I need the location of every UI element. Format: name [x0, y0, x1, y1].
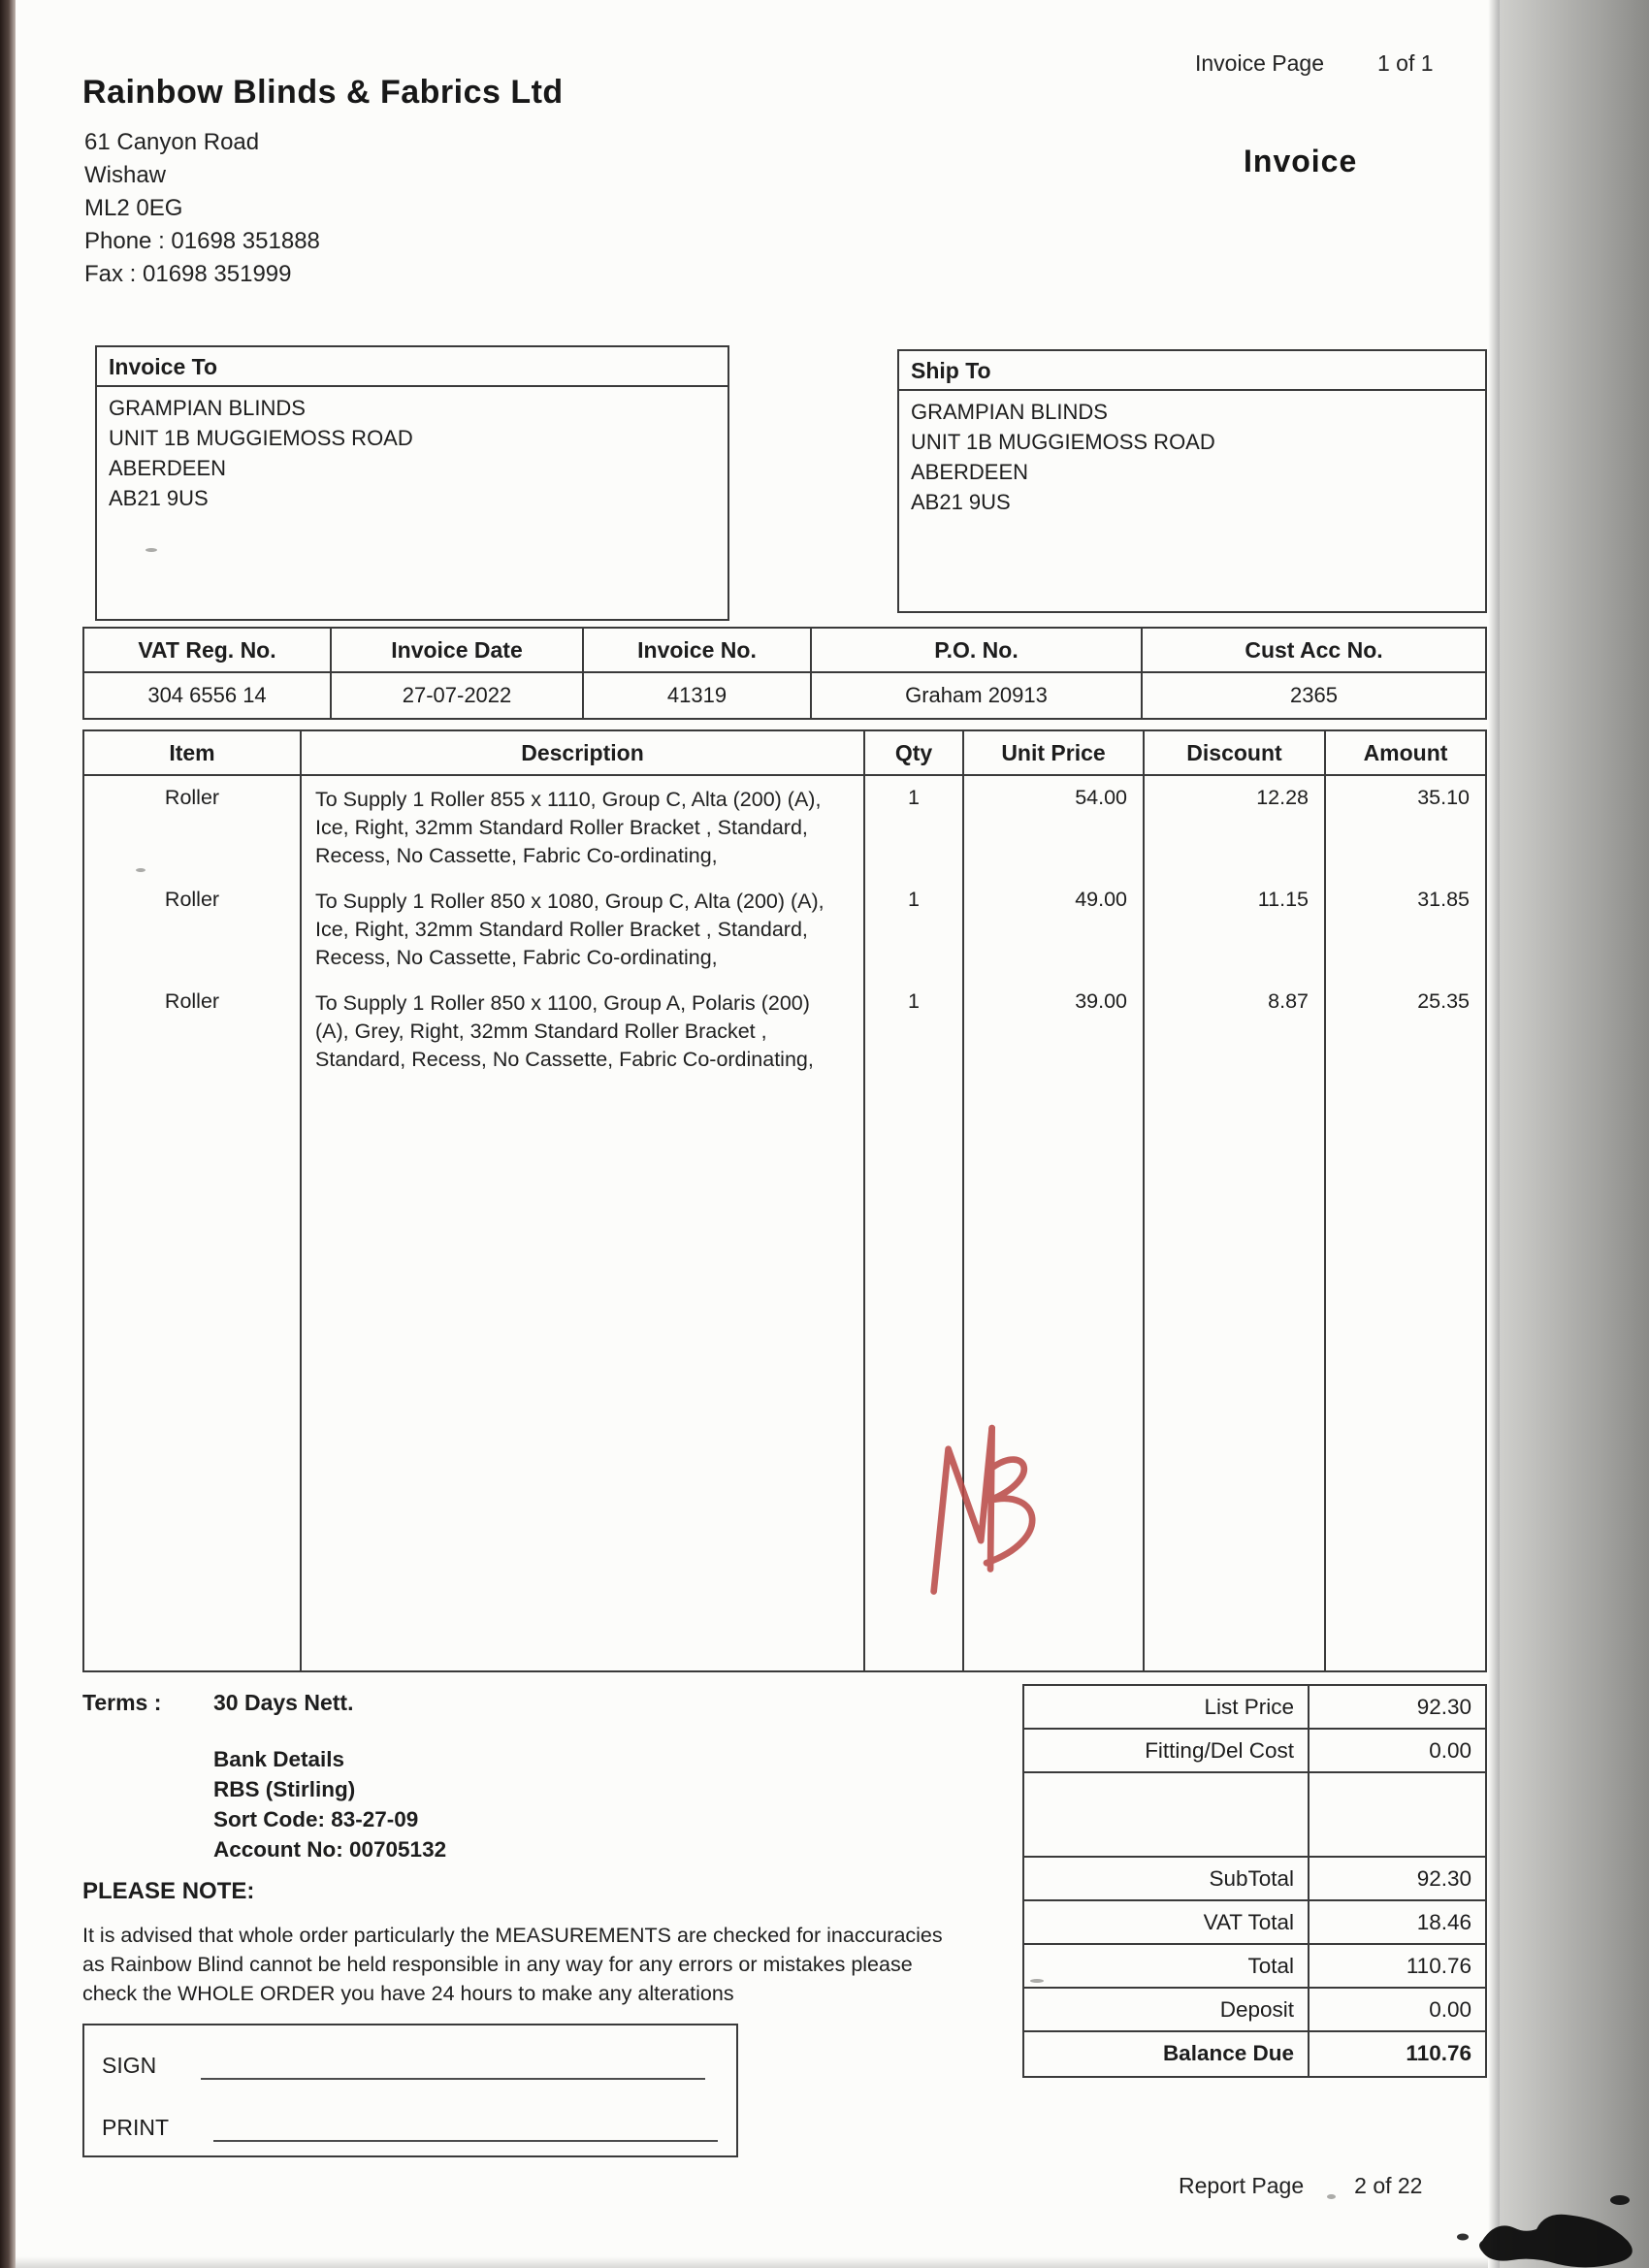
- discount-cell: 12.28: [1145, 776, 1326, 888]
- total-value: 92.30: [1310, 1858, 1485, 1901]
- cust-acc-no-value: 2365: [1290, 683, 1338, 707]
- total-row-balance-due: [1024, 2032, 1485, 2076]
- total-row-deposit: [1024, 1989, 1485, 2032]
- items-body: [84, 776, 1485, 1670]
- meta-value-row: [84, 673, 1485, 718]
- table-filler-cell: [1145, 1091, 1326, 1670]
- total-label: List Price: [1024, 1686, 1310, 1730]
- sign-line: [201, 2037, 705, 2080]
- total-label: Balance Due: [1024, 2032, 1310, 2076]
- total-value: 18.46: [1310, 1901, 1485, 1945]
- total-label: VAT Total: [1024, 1901, 1310, 1945]
- company-address-line: ML2 0EG: [84, 195, 183, 221]
- table-filler-cell: [1326, 1091, 1485, 1670]
- unit-price-cell: 49.00: [964, 888, 1145, 989]
- total-label: Fitting/Del Cost: [1024, 1730, 1310, 1773]
- meta-header-cell: Cust Acc No.: [1245, 637, 1383, 663]
- ship-to-address: [899, 391, 1485, 523]
- invoice-title: Invoice: [1244, 144, 1358, 178]
- address-line: GRAMPIAN BLINDS: [911, 400, 1108, 424]
- items-header-row: [84, 731, 1485, 776]
- items-header-cell: Discount: [1145, 731, 1326, 774]
- terms-label: Terms :: [82, 1690, 162, 1715]
- po-no-value: Graham 20913: [812, 673, 1143, 718]
- invoice-date-value: 27-07-2022: [332, 673, 584, 718]
- unit-price-cell: 39.00: [964, 989, 1145, 1091]
- invoice-to-title: Invoice To: [97, 347, 728, 387]
- description-cell: To Supply 1 Roller 850 x 1080, Group C, Alta (200) (A), Ice, Right, 32mm Standard Roller Bracket , Standard, Recess, No Cassette, Fabric Co-ordinating,: [302, 888, 865, 989]
- totals-spacer-label: [1024, 1773, 1310, 1858]
- meta-header-cell: P.O. No.: [812, 629, 1143, 671]
- ship-to-title: Ship To: [899, 351, 1485, 391]
- bank-details-title: Bank Details: [213, 1747, 345, 1771]
- invoice-to-box: [95, 345, 729, 621]
- items-table: [82, 729, 1487, 1672]
- meta-header-cell: Invoice No.: [584, 629, 812, 671]
- total-value: 110.76: [1406, 2041, 1471, 2065]
- bank-details-line: Sort Code: 83-27-09: [213, 1807, 419, 1831]
- company-address-line: Fax : 01698 351999: [84, 261, 292, 287]
- scan-edge-bottom: [16, 2256, 1488, 2268]
- item-cell: Roller: [84, 989, 302, 1091]
- total-row-vat-total: [1024, 1901, 1485, 1945]
- company-address: [84, 126, 320, 291]
- invoice-page-label: Invoice Page: [1195, 50, 1324, 76]
- meta-header-cell: VAT Reg. No.: [84, 629, 332, 671]
- total-value: 0.00: [1310, 1989, 1485, 2032]
- bank-details-line: Account No: 00705132: [213, 1837, 447, 1862]
- total-value: 0.00: [1310, 1730, 1485, 1773]
- scan-edge-right: [1500, 0, 1649, 2268]
- description-cell: To Supply 1 Roller 855 x 1110, Group C, Alta (200) (A), Ice, Right, 32mm Standard Roller Bracket , Standard, Recess, No Cassette, Fabric Co-ordinating,: [302, 776, 865, 888]
- table-filler-cell: [84, 1091, 302, 1670]
- address-line: GRAMPIAN BLINDS: [109, 396, 306, 420]
- bank-details: [213, 1744, 446, 1864]
- address-line: AB21 9US: [109, 486, 209, 510]
- unit-price-cell: 54.00: [964, 776, 1145, 888]
- qty-cell: 1: [865, 776, 964, 888]
- items-header-cell: Description: [302, 731, 865, 774]
- print-label: PRINT: [102, 2115, 169, 2140]
- meta-header-cell: Invoice Date: [332, 629, 584, 671]
- qty-cell: 1: [865, 989, 964, 1091]
- total-row-subtotal: [1024, 1858, 1485, 1901]
- item-cell: Roller: [84, 888, 302, 989]
- company-address-line: 61 Canyon Road: [84, 129, 260, 155]
- total-label: Total: [1024, 1945, 1310, 1989]
- address-line: UNIT 1B MUGGIEMOSS ROAD: [109, 426, 413, 450]
- total-row-total: [1024, 1945, 1485, 1989]
- invoice-page-indicator: [1195, 50, 1434, 77]
- sign-row: [102, 2037, 719, 2080]
- report-page-value: 2 of 22: [1354, 2173, 1423, 2198]
- items-header-cell: Unit Price: [964, 731, 1145, 774]
- table-filler-cell: [302, 1091, 865, 1670]
- scan-edge-left: [0, 0, 16, 2268]
- vat-reg-no-value: 304 6556 14: [84, 673, 332, 718]
- address-line: ABERDEEN: [911, 460, 1029, 484]
- report-page-indicator: [1179, 2173, 1422, 2199]
- invoice-to-address: [97, 387, 728, 519]
- item-cell: Roller: [84, 776, 302, 888]
- total-label: Deposit: [1024, 1989, 1310, 2032]
- amount-cell: 25.35: [1417, 989, 1470, 1013]
- address-line: UNIT 1B MUGGIEMOSS ROAD: [911, 430, 1215, 454]
- print-row: [102, 2099, 719, 2142]
- signature-box: [82, 2024, 738, 2157]
- please-note-text: It is advised that whole order particularly the MEASUREMENTS are checked for inaccuracies as Rainbow Blind cannot be held responsible in any way for any errors or mistakes please check the WHOLE ORDER you have 24 hours to make any alterations: [82, 1924, 943, 2005]
- amount-cell: 31.85: [1417, 888, 1470, 911]
- meta-header-row: [84, 629, 1485, 673]
- ship-to-box: [897, 349, 1487, 613]
- totals-spacer-row: [1024, 1773, 1485, 1858]
- please-note-title: PLEASE NOTE:: [82, 1878, 255, 1904]
- terms-value: 30 Days Nett.: [213, 1690, 354, 1715]
- invoice-meta-table: [82, 627, 1487, 720]
- handwritten-initials-mb: [894, 1391, 1078, 1610]
- items-header-cell: Qty: [865, 731, 964, 774]
- total-label: SubTotal: [1024, 1858, 1310, 1901]
- bank-details-line: RBS (Stirling): [213, 1777, 356, 1801]
- company-address-line: Phone : 01698 351888: [84, 228, 320, 254]
- company-address-line: Wishaw: [84, 162, 167, 188]
- total-value: 110.76: [1310, 1945, 1485, 1989]
- items-header-cell: Amount: [1363, 740, 1448, 765]
- total-value: 92.30: [1310, 1686, 1485, 1730]
- invoice-page-value: 1 of 1: [1376, 50, 1434, 76]
- amount-cell: 35.10: [1417, 786, 1470, 809]
- paper-edge-shadow: [1488, 0, 1500, 2268]
- description-cell: To Supply 1 Roller 850 x 1100, Group A, Polaris (200) (A), Grey, Right, 32mm Standard Roller Bracket , Standard, Recess, No Cassette, Fabric Co-ordinating,: [302, 989, 865, 1091]
- address-line: ABERDEEN: [109, 456, 227, 480]
- totals-box: [1022, 1684, 1487, 2078]
- discount-cell: 8.87: [1145, 989, 1326, 1091]
- company-name: Rainbow Blinds & Fabrics Ltd: [82, 74, 564, 111]
- report-page-label: Report Page: [1179, 2173, 1305, 2198]
- total-row-fitting-del-cost: [1024, 1730, 1485, 1773]
- ink-blot: [1449, 2177, 1649, 2268]
- print-line: [213, 2099, 718, 2142]
- items-header-cell: Item: [84, 731, 302, 774]
- invoice-no-value: 41319: [584, 673, 812, 718]
- qty-cell: 1: [865, 888, 964, 989]
- total-row-list-price: [1024, 1686, 1485, 1730]
- discount-cell: 11.15: [1145, 888, 1326, 989]
- sign-label: SIGN: [102, 2053, 157, 2078]
- address-line: AB21 9US: [911, 490, 1011, 514]
- totals-spacer-value: [1310, 1773, 1485, 1858]
